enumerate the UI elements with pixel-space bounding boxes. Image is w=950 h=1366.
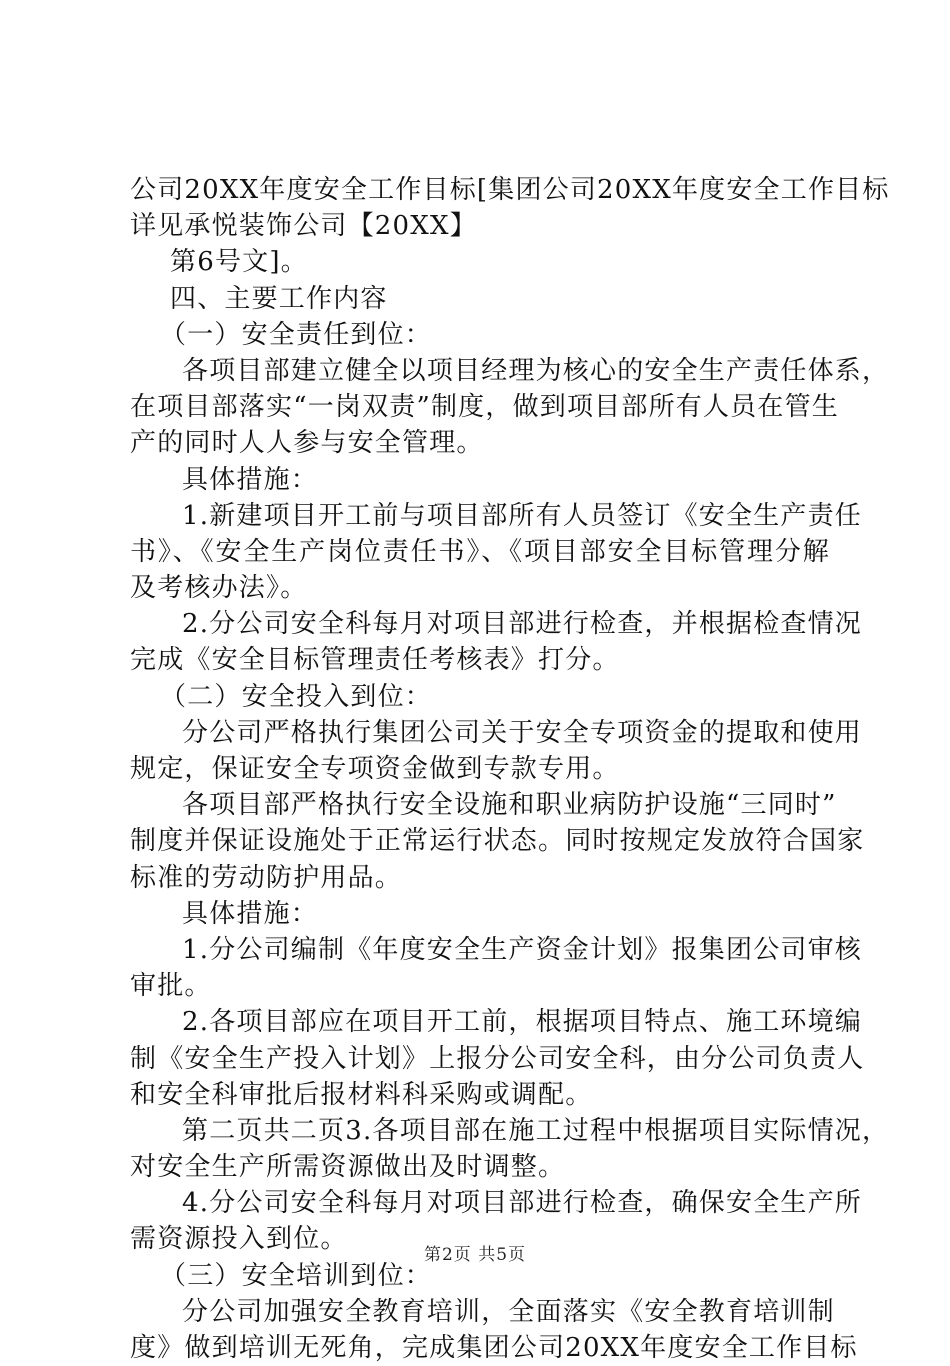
subsection-heading: （三）安全培训到位： (160, 1260, 433, 1291)
paragraph-line: 详见承悦装饰公司【20XX】 (130, 211, 477, 242)
list-item-line: 第二页共二页3.各项目部在施工过程中根据项目实际情况， (182, 1115, 890, 1146)
measures-label: 具体措施： (182, 898, 319, 929)
paragraph-line: 公司20XX年度安全工作目标[集团公司20XX年度安全工作目标 (130, 175, 890, 205)
list-item-line: 审批。 (130, 971, 212, 1002)
paragraph-line: 第6号文]。 (170, 247, 308, 278)
paragraph-line: 制度并保证设施处于正常运行状态。同时按规定发放符合国家 (130, 826, 865, 857)
paragraph-line: 分公司加强安全教育培训，全面落实《安全教育培训制 (182, 1296, 835, 1327)
list-item-line: 制《安全生产投入计划》上报分公司安全科，由分公司负责人 (130, 1043, 865, 1074)
list-item-line: 2.各项目部应在项目开工前，根据项目特点、施工环境编 (182, 1007, 863, 1038)
list-item-line: 需资源投入到位。 (130, 1224, 348, 1255)
list-item-line: 和安全科审批后报材料科采购或调配。 (130, 1079, 593, 1110)
paragraph-line: 标准的劳动防护用品。 (130, 862, 403, 893)
subsection-heading: （二）安全投入到位： (160, 681, 433, 712)
document-body (130, 172, 890, 1366)
page-number: 第2页 共5页 (423, 1245, 527, 1265)
paragraph-line: 在项目部落实“一岗双责”制度，做到项目部所有人员在管生 (130, 392, 839, 423)
list-item-line: 书》、《安全生产岗位责任书》、《项目部安全目标管理分解 (130, 536, 830, 567)
paragraph-line: 规定，保证安全专项资金做到专款专用。 (130, 754, 620, 784)
list-item-line: 4.分公司安全科每月对项目部进行检查，确保安全生产所 (182, 1188, 863, 1219)
paragraph-line: 各项目部建立健全以项目经理为核心的安全生产责任体系， (182, 355, 890, 386)
paragraph-line: 产的同时人人参与安全管理。 (130, 428, 484, 459)
page-footer (0, 1240, 950, 1265)
list-item-line: 及考核办法》。 (130, 573, 308, 604)
paragraph-line: 各项目部严格执行安全设施和职业病防护设施“三同时” (182, 790, 837, 821)
paragraph-line: 分公司严格执行集团公司关于安全专项资金的提取和使用 (182, 717, 863, 748)
paragraph-line: 度》做到培训无死角，完成集团公司20XX年度安全工作目标 (130, 1333, 858, 1363)
list-item-line: 2.分公司安全科每月对项目部进行检查，并根据检查情况 (182, 609, 863, 640)
list-item-line: 1.分公司编制《年度安全生产资金计划》报集团公司审核 (182, 934, 863, 965)
measures-label: 具体措施： (182, 464, 319, 495)
section-heading: 四、主要工作内容 (170, 283, 388, 314)
list-item-line: 完成《安全目标管理责任考核表》打分。 (130, 645, 620, 676)
subsection-heading: （一）安全责任到位： (160, 319, 433, 350)
list-item-line: 对安全生产所需资源做出及时调整。 (130, 1152, 566, 1183)
list-item-line: 1.新建项目开工前与项目部所有人员签订《安全生产责任 (182, 500, 863, 531)
